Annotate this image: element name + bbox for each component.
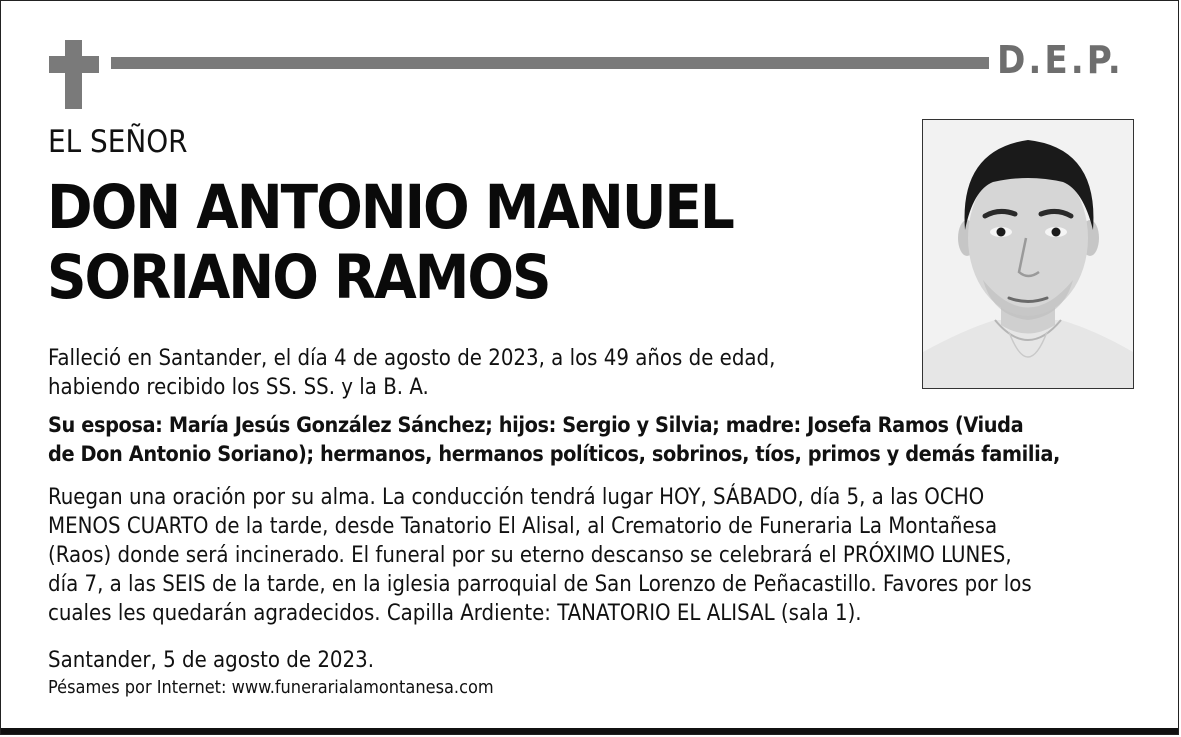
arrangements-line: día 7, a las SEIS de la tarde, en la iglesia parroquial de San Lorenzo de Peñacastillo. Favores por los <box>48 572 1032 597</box>
name-line: SORIANO RAMOS <box>47 242 550 313</box>
arrangements-line: cuales les quedarán agradecidos. Capilla Ardiente: TANATORIO EL ALISAL (sala 1). <box>48 601 862 626</box>
arrangements-line: (Raos) donde será incinerado. El funeral por su eterno descanso se celebrará el PRÓXIMO LUNES, <box>48 543 1012 568</box>
footer-rule <box>1 728 1178 734</box>
portrait-photo <box>922 119 1134 389</box>
dep-label: D.E.P. <box>997 38 1124 82</box>
cross-icon <box>65 40 82 109</box>
death-notice-line: Falleció en Santander, el día 4 de agosto de 2023, a los 49 años de edad, <box>48 346 776 371</box>
death-notice-line: habiendo recibido los SS. SS. y la B. A. <box>48 375 429 400</box>
condolences-website: Pésames por Internet: www.funerarialamontanesa.com <box>48 677 494 698</box>
name-line: DON ANTONIO MANUEL <box>47 172 733 243</box>
deceased-name <box>47 173 733 313</box>
header-rule <box>111 57 989 69</box>
portrait-illustration <box>923 120 1133 388</box>
arrangements-line: MENOS CUARTO de la tarde, desde Tanatorio El Alisal, al Crematorio de Funeraria La Montañesa <box>48 514 998 539</box>
title-prefix: EL SEÑOR <box>48 124 188 160</box>
family-members <box>48 411 1060 469</box>
death-notice <box>48 344 775 402</box>
arrangements-line: Ruegan una oración por su alma. La conducción tendrá lugar HOY, SÁBADO, día 5, a las OCHO <box>48 485 985 510</box>
cross-icon-bar <box>49 56 99 73</box>
family-line: de Don Antonio Soriano); hermanos, hermanos políticos, sobrinos, tíos, primos y demás familia, <box>48 442 1060 467</box>
funeral-arrangements <box>48 483 1032 628</box>
family-line: Su esposa: María Jesús González Sánchez; hijos: Sergio y Silvia; madre: Josefa Ramos (Viuda <box>48 413 1024 438</box>
notice-date: Santander, 5 de agosto de 2023. <box>48 648 374 673</box>
